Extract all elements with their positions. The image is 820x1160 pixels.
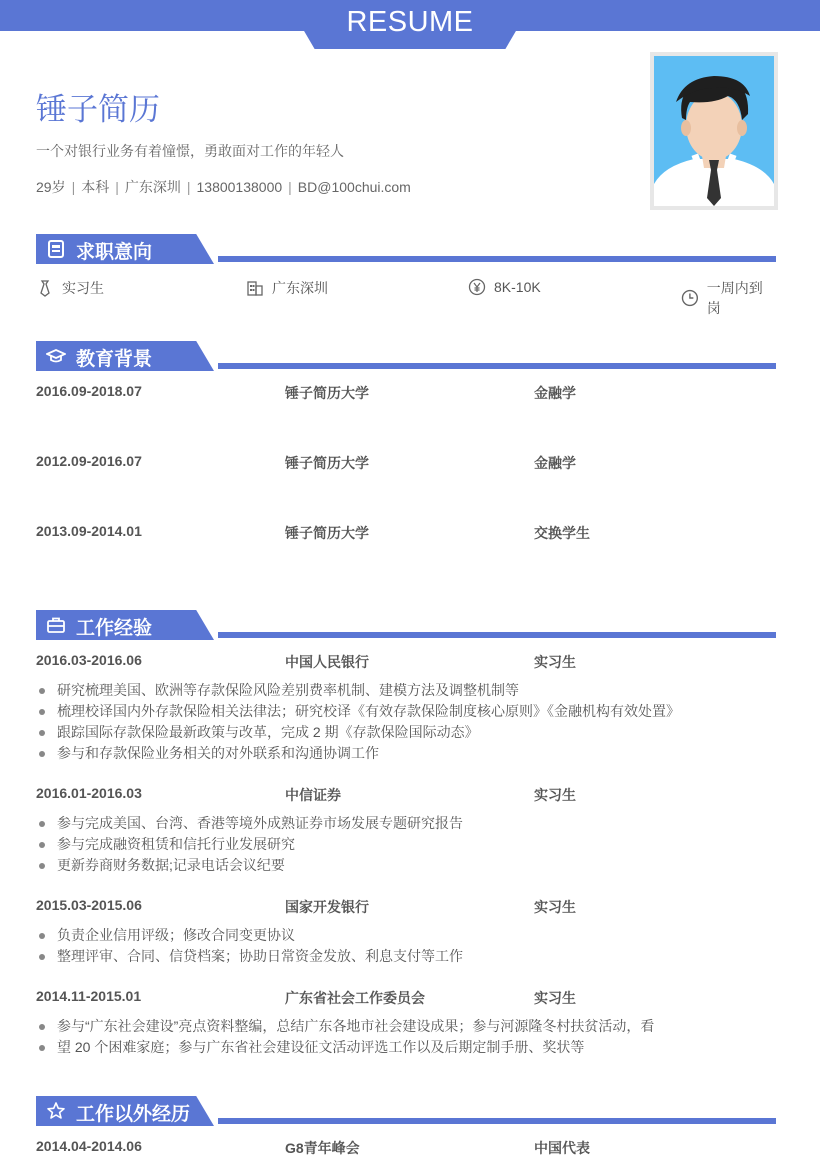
- candidate-motto: 一个对银行业务有着憧憬，勇敢面对工作的年轻人: [36, 143, 344, 159]
- work-bullets: [36, 680, 776, 764]
- candidate-info: 29岁 | 本科 | 广东深圳 | 13800138000 | BD@100chui.com: [36, 179, 411, 195]
- list-item: 研究梳理美国、欧洲等存款保险风险差别费率机制、建模方法及调整机制等: [36, 680, 776, 701]
- avatar-illustration-icon: [654, 56, 774, 206]
- building-icon: [246, 279, 264, 297]
- intent-salary-text: 8K-10K: [494, 279, 541, 295]
- graduation-cap-icon: [46, 346, 66, 366]
- list-item: 参与“广东社会建设”亮点资料整编，总结广东各地市社会建设成果；参与河源隆冬村扶贫活动，看: [36, 1016, 776, 1037]
- list-item: 更新券商财务数据;记录电话会议纪要: [36, 855, 776, 876]
- briefcase-icon: [46, 615, 66, 635]
- list-item: 参与和存款保险业务相关的对外联系和沟通协调工作: [36, 743, 776, 764]
- list-item: 望 20 个困难家庭；参与广东省社会建设征文活动评选工作以及后期定制手册、奖状等: [36, 1037, 776, 1058]
- yen-icon: [468, 278, 486, 296]
- section-header-education: [36, 341, 776, 371]
- intent-availability: [681, 278, 776, 318]
- section-header-extra: [36, 1096, 776, 1126]
- section-title-intent: 求职意向: [76, 242, 153, 263]
- intent-position-text: 实习生: [62, 280, 104, 296]
- section-header-work: [36, 610, 776, 640]
- list-item: 梳理校译国内外存款保险相关法律法；研究校译《有效存款保险制度核心原则》《金融机构有效处置》: [36, 701, 776, 722]
- intent-position: [36, 278, 104, 298]
- section-title-extra: 工作以外经历: [76, 1104, 191, 1125]
- candidate-name: 锤子简历: [36, 92, 160, 127]
- list-item: 参与完成融资租赁和信托行业发展研究: [36, 834, 776, 855]
- info-degree: 本科: [81, 179, 110, 195]
- intent-city: [246, 278, 328, 298]
- star-icon: [46, 1101, 66, 1121]
- info-phone: 13800138000: [196, 179, 283, 195]
- list-item: 整理评审、合同、信贷档案；协助日常资金发放、利息支付等工作: [36, 946, 776, 967]
- info-email: BD@100chui.com: [297, 179, 411, 195]
- list-item: 跟踪国际存款保险最新政策与改革，完成 2 期《存款保险国际动态》: [36, 722, 776, 743]
- info-age: 29岁: [36, 179, 66, 195]
- list-item: 参与完成美国、台湾、香港等境外成熟证券市场发展专题研究报告: [36, 813, 776, 834]
- section-title-work: 工作经验: [76, 618, 153, 639]
- work-bullets: [36, 813, 776, 876]
- profile-photo: [650, 52, 778, 210]
- list-item: 负责企业信用评级；修改合同变更协议: [36, 925, 776, 946]
- intent-city-text: 广东深圳: [272, 280, 328, 296]
- job-intent-row: [36, 278, 776, 316]
- work-bullets: [36, 1016, 776, 1058]
- id-card-icon: [46, 239, 66, 259]
- section-title-education: 教育背景: [76, 349, 153, 370]
- tie-icon: [36, 279, 54, 297]
- resume-banner-title: RESUME: [346, 6, 474, 38]
- info-location: 广东深圳: [124, 179, 181, 195]
- section-header-intent: [36, 234, 776, 264]
- intent-salary: [468, 278, 541, 296]
- intent-availability-text: 一周内到岗: [706, 280, 763, 316]
- avatar: [654, 56, 774, 206]
- clock-icon: [681, 289, 699, 307]
- work-bullets: [36, 925, 776, 967]
